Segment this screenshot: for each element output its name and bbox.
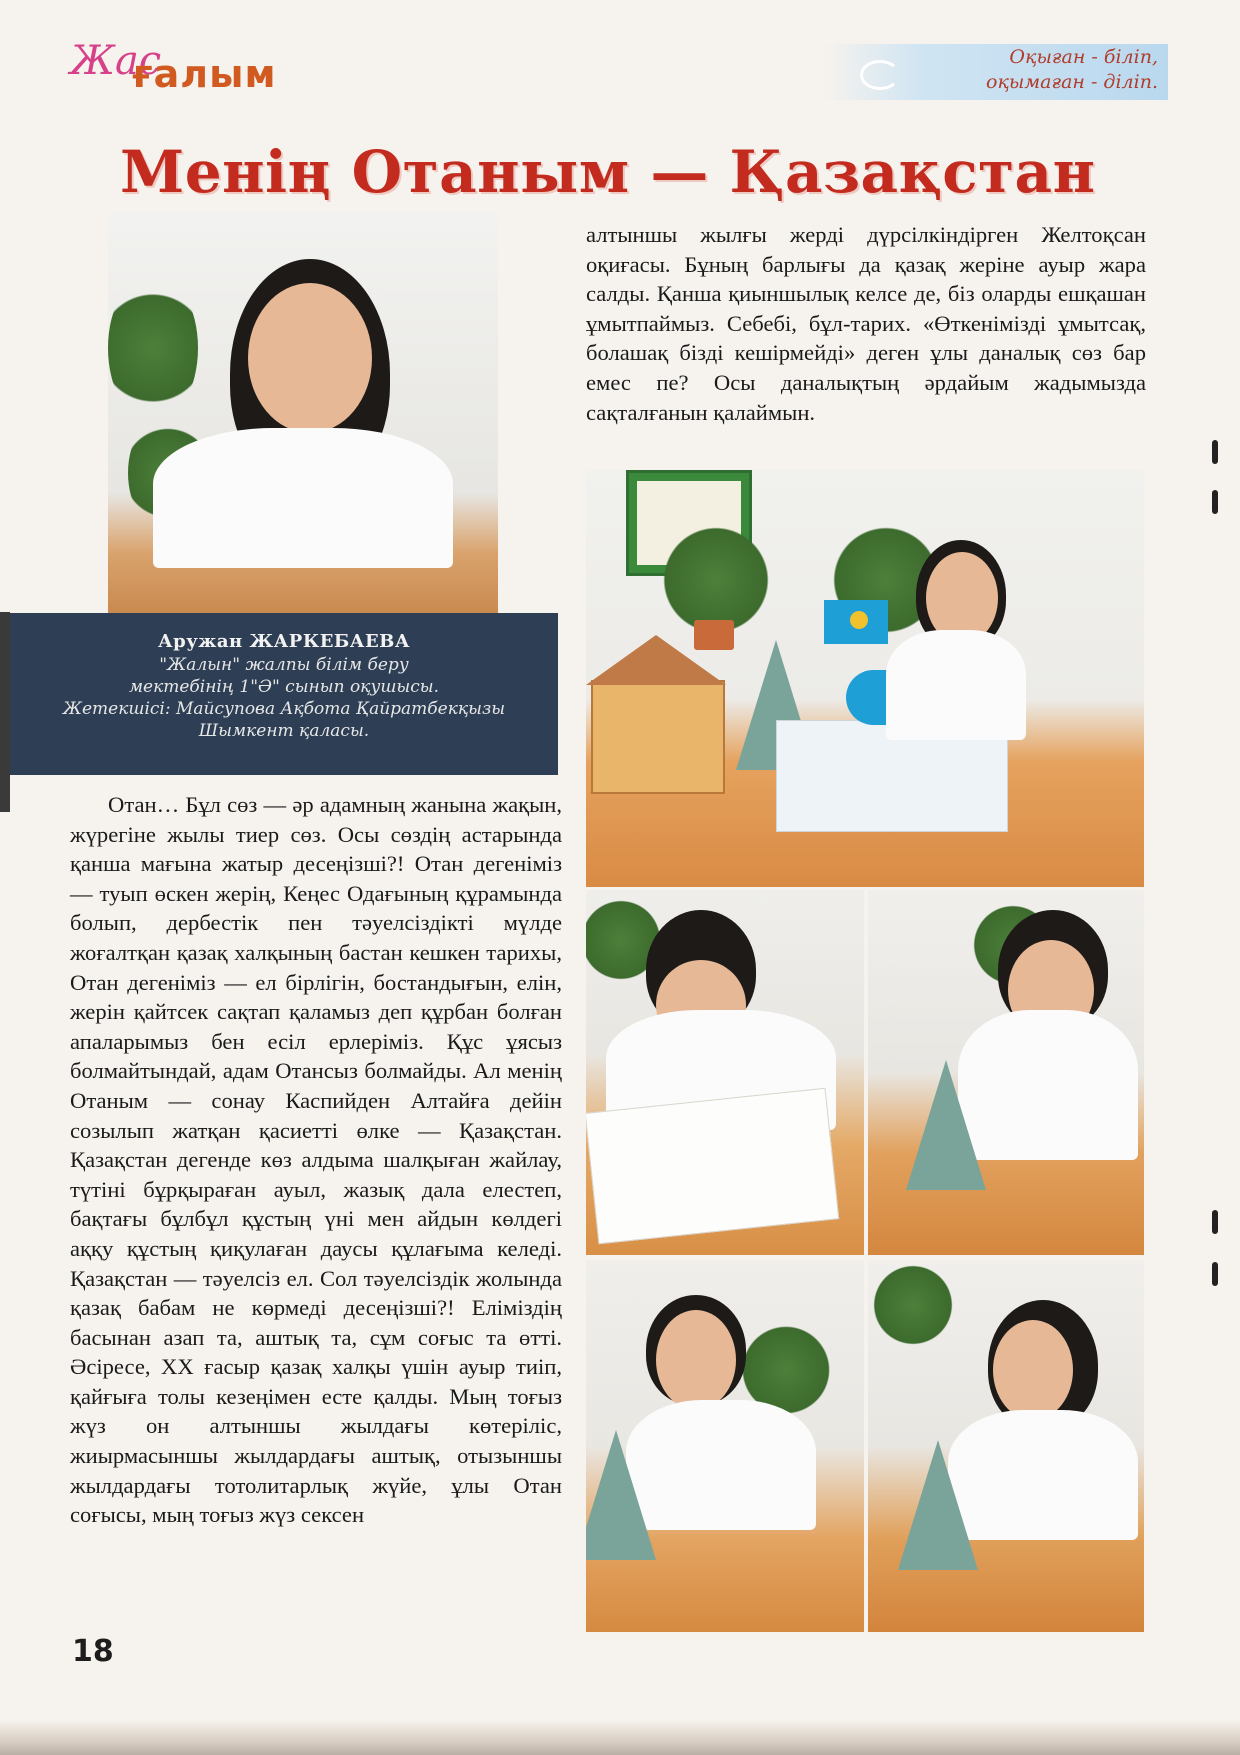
workbook (586, 1088, 839, 1245)
face-shape (248, 283, 372, 433)
drawing-photo (586, 890, 864, 1255)
binding-mark (1212, 1262, 1218, 1286)
tree-crafting-photo-2 (868, 1260, 1144, 1632)
kazakhstan-flag-icon (824, 600, 888, 644)
author-info (10, 654, 558, 742)
article-paragraph: Отан… Бұл сөз — әр адамның жанына жақын, жүрегіне жылы тиер сөз. Осы сөздің астарында қанша мағына жатыр десеңізші?! Отан дегеніміз — туып өскен жерің, Кеңес Одағының құрамында болып, дербестік пен тәуелсіздікті мүлде жоғалтқан қазақ халқының бастан кешкен тарихы, Отан дегеніміз — ел бірлігін, бостандығын, елін, жерін қайтсек сақтап қаламыз деп құрбан болған апаларымыз бен есіл ерлеріміз. Құс ұясыз болмайтындай, адам Отансыз болмайды. Ал менің Отаным — сонау Каспийден Алтайға дейін созылып жатқан қасиетті өлке — Қазақстан. Қазақстан дегенде көз алдыма шалқыған жайлау, түтіні бұрқыраған ауыл, жазық дала елестеп, бақтағы бұлбұл құстың үні мен айдын көлдегі аққу құстың қиқулаған даусы құлағыма келеді. Қазақстан — тәуелсіз ел. Сол тәуелсіздік жолында қазақ бабам не көрмеді десеңізші?! Еліміздің басынан азап та, аштық та, сұм соғыс та өтті. Әсіресе, ХХ ғасыр қазақ халқы үшін ауыр тиіп, қайғыға толы кезеңімен есте қалды. Мың тоғыз жүз он алтыншы жылдағы көтеріліс, жиырмасыншы жылдардағы аштық, отызыншы жылдардағы тотолитарлық жүйе, ұлы Отан соғысы, мың тоғыз жүз сексен (70, 792, 562, 1528)
toy-house (591, 680, 725, 794)
face-shape (656, 1310, 736, 1410)
article-title: Менің Отаным — Қазақстан (120, 138, 1096, 206)
article-text-right (586, 220, 1146, 427)
motto-line-1: Оқыған - біліп, (1009, 46, 1158, 68)
binding-mark (1212, 490, 1218, 514)
face-shape (993, 1320, 1073, 1420)
article-paragraph-continued: алтыншы жылғы жерді дүрсілкіндірген Желтоқсан оқиғасы. Бұның барлығы да қазақ жеріне ауыр жара салды. Қанша қиыншылық келсе де, біз оларды ешқашан ұмытпаймыз. Себебі, бұл-тарих. «Өткенімізді ұмытсақ, болашақ бізді кешірмейді» деген ұлы даналық сөз бар емес пе? Осы даналықтың әрдайым жадымызда сақталғанын қалаймын. (586, 222, 1146, 425)
logo-zhas: Жас (70, 38, 162, 84)
logo-galym: ғалым (132, 52, 277, 96)
author-portrait-photo (108, 213, 498, 613)
plant-shape (108, 273, 198, 423)
plant-shape (868, 1260, 958, 1350)
paper-tree (898, 1440, 978, 1570)
binding-mark (1212, 440, 1218, 464)
author-caption-box (10, 613, 558, 775)
swirl-ornament-icon (860, 60, 900, 90)
author-teacher-line: Жетекшісі: Майсупова Ақбота Қайратбекқызы (62, 699, 506, 719)
binding-mark (1212, 1210, 1218, 1234)
toy-house-roof (586, 635, 726, 685)
author-name: Аружан ЖАРКЕБАЕВА (157, 631, 411, 652)
page-number: 18 (72, 1634, 114, 1669)
author-class-line: мектебінің 1"Ә" сынып оқушысы. (128, 677, 440, 697)
motto-line-2: оқымаған - діліп. (986, 71, 1158, 93)
paper-tree (906, 1060, 986, 1190)
scan-bottom-shadow (0, 1720, 1240, 1755)
magazine-logo (70, 38, 300, 102)
shirt-shape (153, 428, 453, 568)
page-edge-strip (0, 612, 10, 812)
author-school-line: "Жалын" жалпы білім беру (159, 655, 409, 675)
tree-crafting-photo-1 (868, 890, 1144, 1255)
author-city-line: Шымкент қаласы. (198, 721, 370, 741)
flag-model-photo (586, 470, 1144, 887)
shirt-shape (886, 630, 1026, 740)
motto-banner (822, 44, 1168, 100)
article-text-left (70, 790, 562, 1530)
tree-showcase-photo (586, 1260, 864, 1632)
paper-tree (586, 1430, 656, 1560)
